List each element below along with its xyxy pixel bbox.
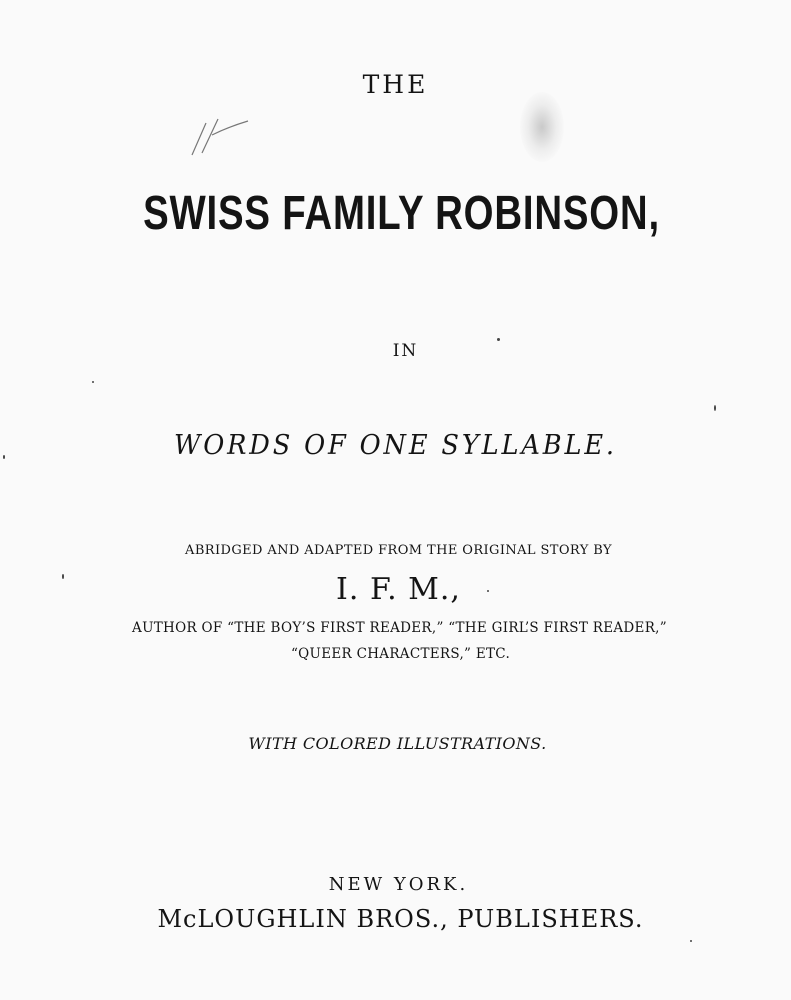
paper-speck — [690, 940, 692, 942]
abridged-note: ABRIDGED AND ADAPTED FROM THE ORIGINAL STORY BY — [185, 543, 612, 558]
book-subtitle: WORDS OF ONE SYLLABLE. — [174, 430, 617, 461]
illustrations-note: WITH COLORED ILLUSTRATIONS. — [248, 734, 547, 753]
publisher-name: McLOUGHLIN BROS., PUBLISHERS. — [157, 905, 644, 933]
author-initials: I. F. M., — [336, 572, 461, 607]
paper-speck — [92, 381, 94, 383]
ink-smudge — [520, 92, 564, 162]
paper-speck — [497, 338, 500, 341]
paper-speck — [3, 455, 5, 459]
author-works-line-1: AUTHOR OF “THE BOY’S FIRST READER,” “THE GIRL’S FIRST READER,” — [132, 620, 667, 636]
author-works-line-2: “QUEER CHARACTERS,” ETC. — [290, 646, 511, 662]
title-article: THE — [362, 70, 429, 99]
book-title: SWISS FAMILY ROBINSON, — [143, 187, 660, 240]
pencil-mark-icon — [188, 113, 258, 159]
paper-speck — [714, 405, 716, 411]
publisher-city: NEW YORK. — [328, 874, 469, 895]
title-connector: IN — [392, 341, 419, 361]
